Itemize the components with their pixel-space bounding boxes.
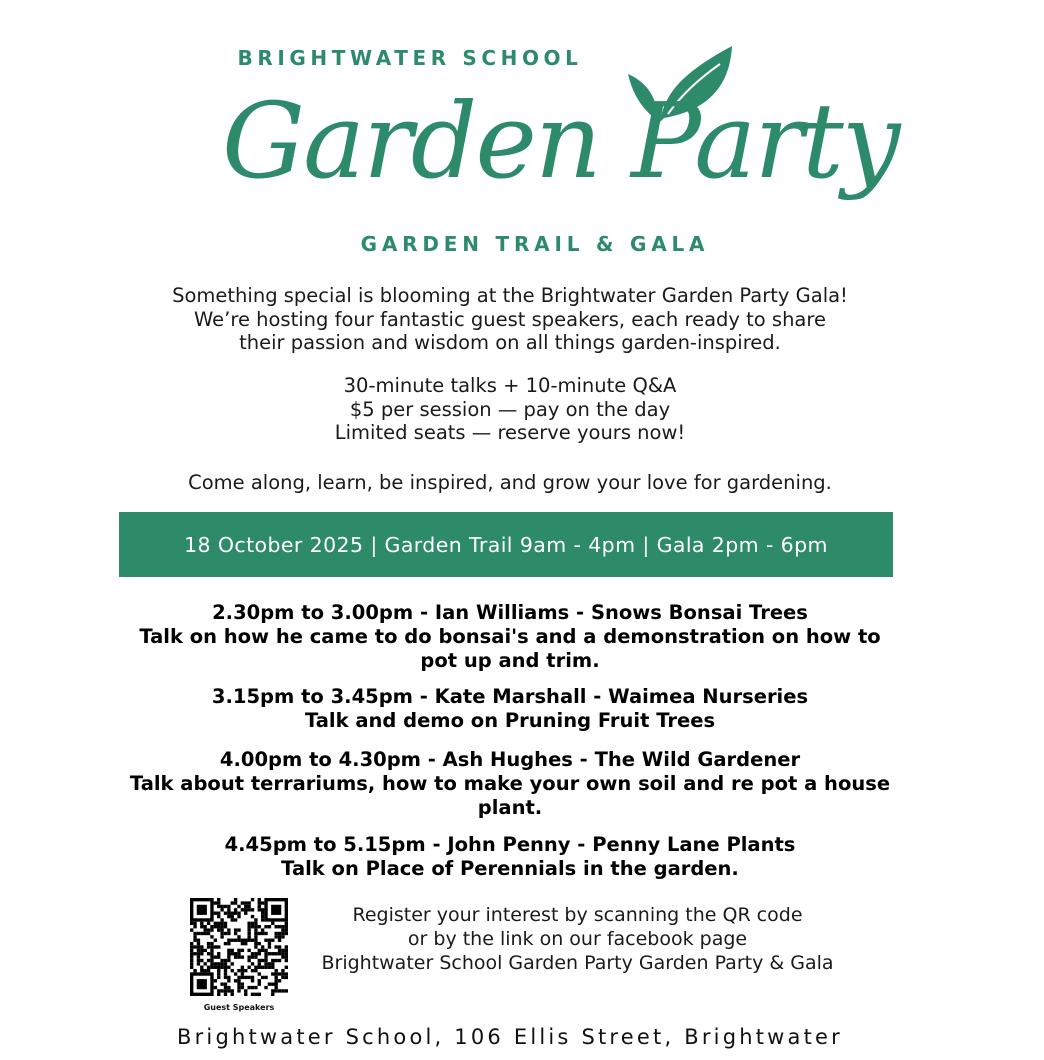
event-title: Garden Party — [222, 80, 899, 202]
talk-description: Talk and demo on Pruning Fruit Trees — [304, 708, 716, 732]
talk-heading: 4.45pm to 5.15pm - John Penny - Penny Lane Plants — [224, 833, 796, 856]
address-footer: Brightwater School, 106 Ellis Street, Brightwater — [176, 1025, 843, 1049]
talk-heading: 2.30pm to 3.00pm - Ian Williams - Snows Bonsai Trees — [212, 601, 808, 624]
register-line: Brightwater School Garden Party Garden Party & Gala — [321, 952, 834, 974]
talk-item — [100, 601, 920, 672]
intro-line: Something special is blooming at the Brightwater Garden Party Gala! — [172, 284, 848, 307]
talk-description: Talk on Place of Perennials in the garden. — [281, 856, 739, 880]
qr-caption: Guest Speakers — [203, 1003, 275, 1012]
intro-text — [100, 284, 920, 355]
talk-description: Talk about terrariums, how to make your own soil and re pot a house — [129, 771, 891, 795]
intro-line: We’re hosting four fantastic guest speakers, each ready to share — [194, 307, 826, 331]
event-subtitle: GARDEN TRAIL & GALA — [360, 232, 710, 256]
school-name: BRIGHTWATER SCHOOL — [237, 46, 583, 70]
session-details — [100, 374, 920, 445]
date-banner — [119, 512, 893, 577]
talk-description: pot up and trim. — [420, 648, 600, 672]
register-text — [300, 903, 855, 975]
register-line: or by the link on our facebook page — [407, 928, 748, 950]
talk-description: Talk on how he came to do bonsai's and a demonstration on how to — [139, 624, 881, 648]
detail-line: $5 per session — pay on the day — [349, 397, 671, 421]
talk-heading: 4.00pm to 4.30pm - Ash Hughes - The Wild Gardener — [219, 748, 801, 771]
talk-item — [100, 685, 920, 733]
qr-code[interactable] — [190, 898, 288, 996]
date-banner-text: 18 October 2025 | Garden Trail 9am - 4pm | Gala 2pm - 6pm — [184, 532, 828, 557]
closing-line: Come along, learn, be inspired, and grow your love for gardening. — [188, 471, 832, 494]
talk-item — [100, 748, 920, 819]
detail-line: 30-minute talks + 10-minute Q&A — [343, 374, 677, 397]
talk-item — [100, 833, 920, 881]
talk-description: plant. — [477, 795, 543, 819]
talk-heading: 3.15pm to 3.45pm - Kate Marshall - Waimea Nurseries — [211, 685, 809, 708]
detail-line: Limited seats — reserve yours now! — [334, 421, 686, 444]
register-line: Register your interest by scanning the QR code — [352, 904, 803, 926]
intro-line: their passion and wisdom on all things garden-inspired. — [239, 331, 781, 354]
